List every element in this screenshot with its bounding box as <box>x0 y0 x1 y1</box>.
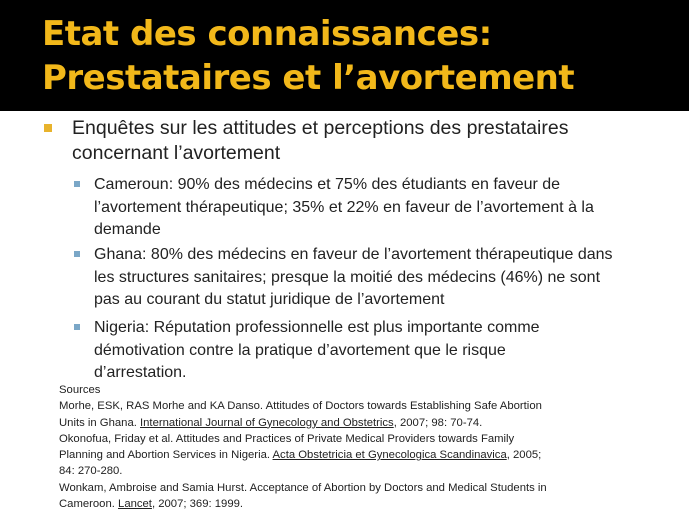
sub-bullet-square-icon <box>74 324 80 330</box>
reference-line: Morhe, ESK, RAS Morhe and KA Danso. Attitudes of Doctors towards Establishing Safe Abortion <box>59 400 542 413</box>
reference-line: Wonkam, Ambroise and Samia Hurst. Acceptance of Abortion by Doctors and Medical Students in <box>59 481 547 494</box>
slide-title <box>42 12 574 100</box>
reference-text: Units in Ghana. <box>59 416 141 429</box>
sub-bullet-nigeria <box>94 317 664 385</box>
main-bullet-line: concernant l’avortement <box>72 142 281 164</box>
journal-title: International Journal of Gynecology and Obstetrics <box>140 416 394 429</box>
reference-line <box>59 496 679 512</box>
sub-bullet-line: les structures sanitaires; presque la moitié des médecins (46%) ne sont <box>94 268 601 286</box>
title-line-2: Prestataires et l’avortement <box>42 58 575 98</box>
title-line-1: Etat des connaissances: <box>42 14 492 54</box>
reference-text: Planning and Abortion Services in Nigeria. <box>59 449 273 462</box>
reference-text: , 2005; <box>506 449 542 462</box>
bullet-square-icon <box>44 124 52 132</box>
journal-title: Lancet <box>118 498 152 511</box>
sub-bullet-line: d’arrestation. <box>94 364 187 381</box>
sub-bullet-line: pas au courant du statut juridique de l’avortement <box>94 291 445 308</box>
sub-bullet-line: demande <box>94 221 161 238</box>
reference-text: , 2007; 369: 1999. <box>151 498 244 511</box>
sub-bullet-line: Nigeria: Réputation professionnelle est plus importante comme <box>94 319 540 336</box>
sub-bullet-cameroun <box>94 174 664 242</box>
sub-bullet-ghana <box>94 244 664 312</box>
sub-bullet-line: l’avortement thérapeutique; 35% et 22% en faveur de l’avortement à la <box>94 198 594 216</box>
sub-bullet-line: démotivation contre la pratique d’avortement que le risque <box>94 341 506 359</box>
sources-heading: Sources <box>59 384 101 396</box>
sub-bullet-line: Cameroun: 90% des médecins et 75% des étudiants en faveur de <box>94 176 561 193</box>
reference-line <box>59 447 679 463</box>
sources-block <box>59 382 679 512</box>
main-bullet-text <box>72 116 672 166</box>
sub-bullet-square-icon <box>74 181 80 187</box>
main-bullet-line: Enquêtes sur les attitudes et perceptions des prestataires <box>72 117 569 139</box>
reference-line <box>59 415 679 431</box>
sub-bullet-square-icon <box>74 251 80 257</box>
journal-title: Acta Obstetricia et Gynecologica Scandinavica <box>272 449 507 462</box>
title-bar <box>0 0 689 111</box>
reference-line: Okonofua, Friday et al. Attitudes and Practices of Private Medical Providers towards Family <box>59 432 515 445</box>
reference-text: Cameroon. <box>59 498 119 511</box>
reference-text: , 2007; 98: 70-74. <box>393 416 483 429</box>
sub-bullet-line: Ghana: 80% des médecins en faveur de l’avortement thérapeutique dans <box>94 246 613 263</box>
reference-line: 84: 270-280. <box>59 465 123 478</box>
